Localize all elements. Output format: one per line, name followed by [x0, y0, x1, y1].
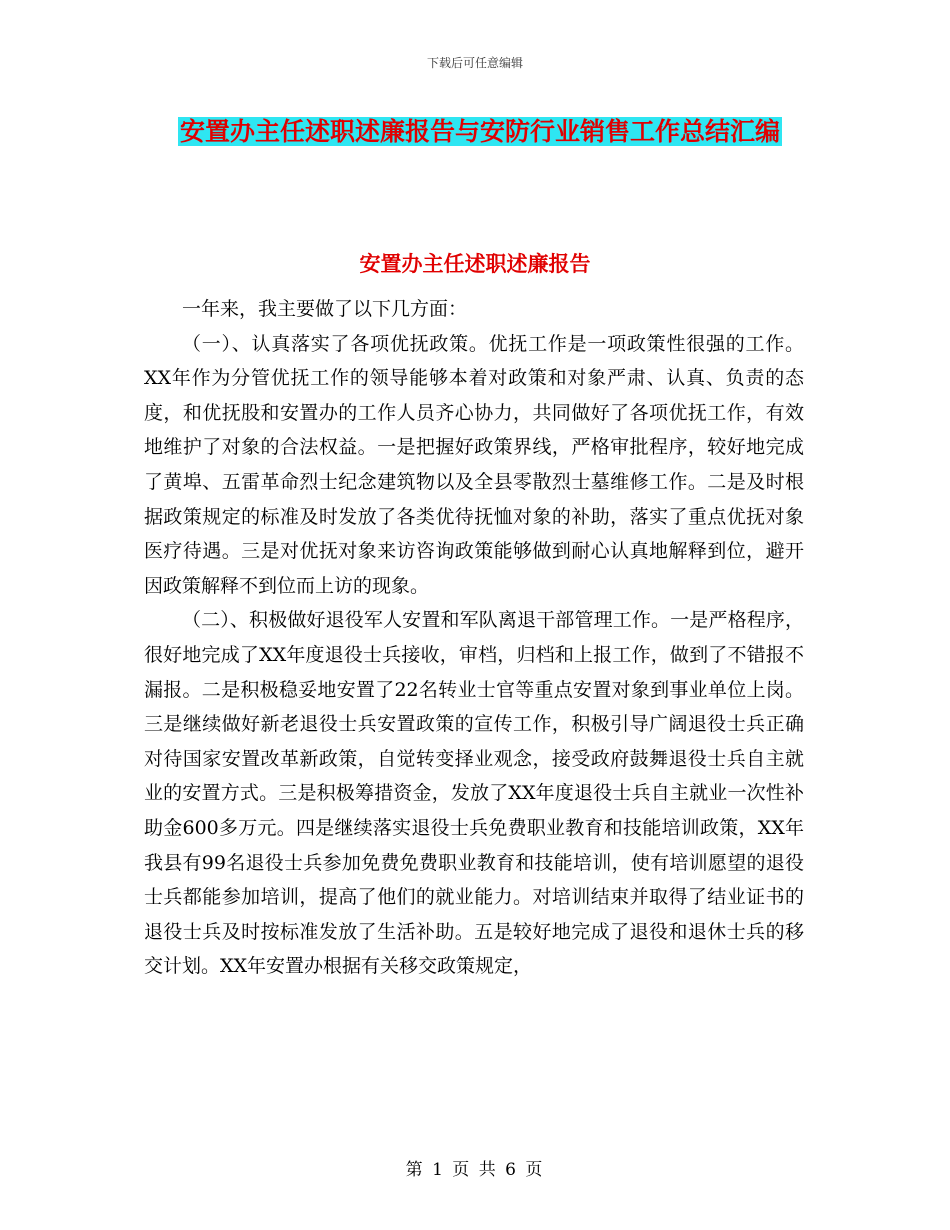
section-title: 安置办主任述职述廉报告 — [359, 251, 591, 276]
paragraph-intro: 一年来，我主要做了以下几方面： — [182, 298, 468, 320]
document-title-text: 安置办主任述职述廉报告与安防行业销售工作总结汇编 — [179, 117, 780, 146]
paragraph-2: （二）、积极做好退役军人安置和军队离退干部管理工作。一是严格程序，很好地完成了XX年度退役士兵接收，审档，归档和上报工作，做到了不错报不漏报。二是积极稳妥地安置了22名转业士官等重点安置对象到事业单位上岗。三是继续做好新老退役士兵安置政策的宣传工作，积极引导广阔退役士兵正确对待国家安置改革新政策，自觉转变择业观念，接受政府鼓舞退役士兵自主就业的安置方式。三是积极筹措资金，发放了XX年度退役士兵自主就业一次性补助金600多万元。四是继续落实退役士兵免费职业教育和技能培训政策，XX年我县有99名退役士兵参加免费免费职业教育和技能培训，使有培训愿望的退役士兵都能参加培训，提高了他们的就业能力。对培训结束并取得了结业证书的退役士兵及时按标准发放了生活补助。五是较好地完成了退役和退休士兵的移交计划。XX年安置办根据有关移交政策规定， — [144, 609, 804, 978]
document-title — [150, 110, 810, 154]
paragraph-1: （一）、认真落实了各项优抚政策。优抚工作是一项政策性很强的工作。XX年作为分管优抚工作的领导能够本着对政策和对象严肃、认真、负责的态度，和优抚股和安置办的工作人员齐心协力，共同做好了各项优抚工作，有效地维护了对象的合法权益。一是把握好政策界线，严格审批程序，较好地完成了黄埠、五雷革命烈士纪念建筑物以及全县零散烈士墓维修工作。二是及时根据政策规定的标准及时发放了各类优待抚恤对象的补助，落实了重点优抚对象医疗待遇。三是对优抚对象来访咨询政策能够做到耐心认真地解释到位，避开因政策解释不到位而上访的现象。 — [144, 332, 804, 597]
document-body — [144, 292, 804, 984]
page-footer: 第 1 页 共 6 页 — [405, 1160, 545, 1180]
header-note: 下载后可任意编辑 — [426, 56, 523, 70]
